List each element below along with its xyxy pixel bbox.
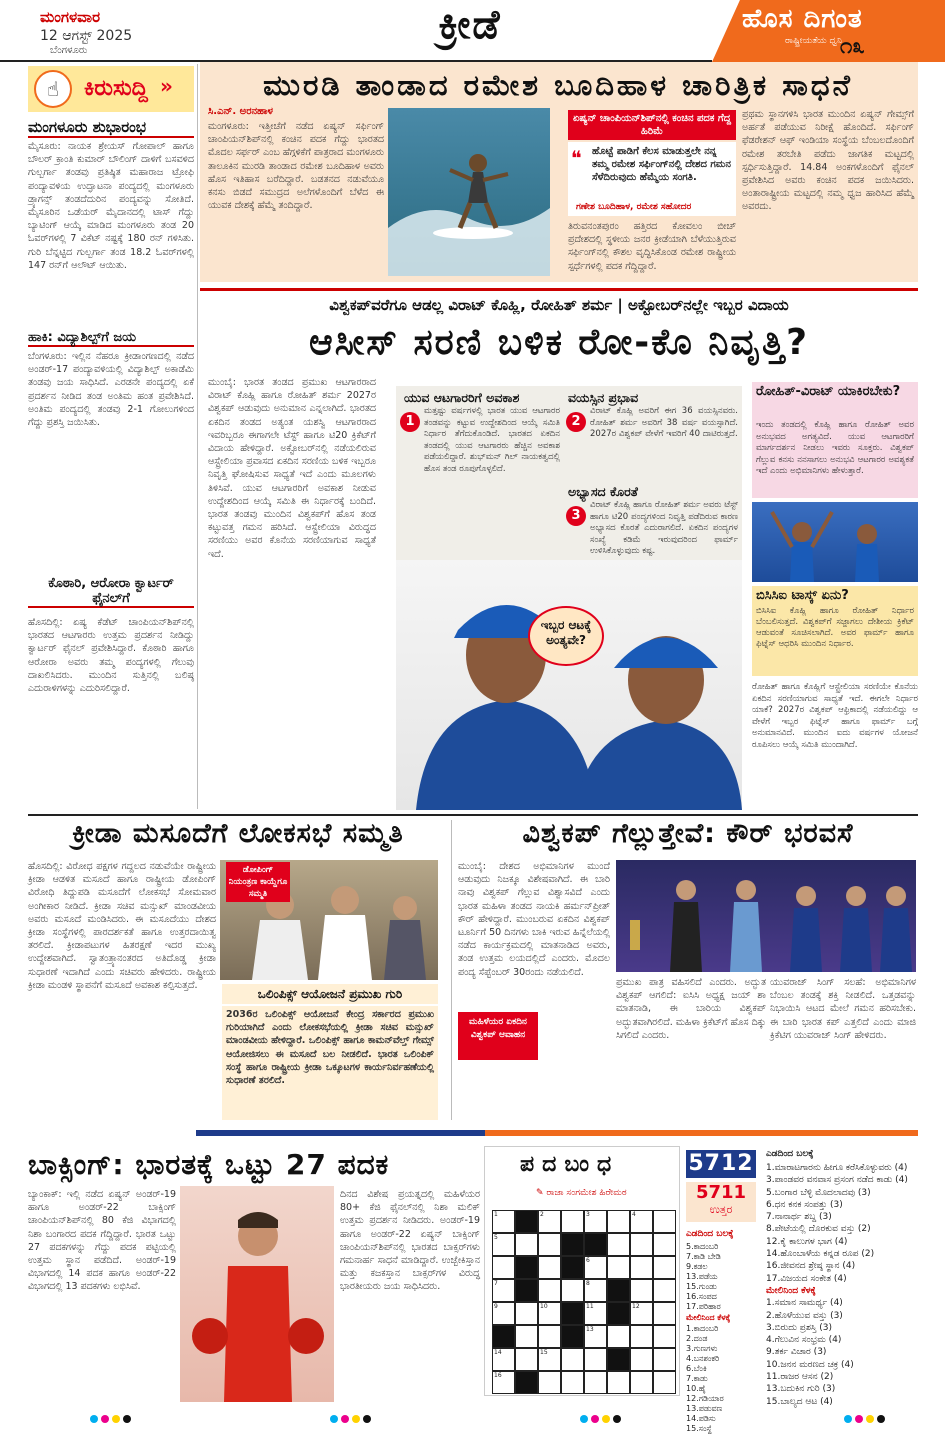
story4-body3: ಯುವರಾಜ್ ಸಿಂಗ್ ಸಲಹೆ: ಅಭಿಮಾನಿಗಳ ಬೆಂಬಲ ತಂಡಕ್ಕೆ ಶಕ್ತಿ ನೀಡಲಿದೆ. ಒತ್ತಡವನ್ನು ನಿಭಾಯಿಸಿ ಆಟದ ಮೇಲೆ ಗಮನ ಹರಿಸಬೇಕು. ಈ ಬಾರಿ ಭಾರತ ಕಪ್ ಎತ್ತಲಿದೆ ಎಂದು ಮಾಜಿ ಕ್ರಿಕೆಟಿಗ ಯುವರಾಜ್ ಸಿಂಗ್ ಹೇಳಿದರು. bbox=[770, 977, 916, 1041]
across-clue: 6.ಧನ ಕನಕ ಸಂಪತ್ತು (3) bbox=[766, 1199, 843, 1210]
crossword-cell[interactable] bbox=[584, 1348, 607, 1371]
down-clue: 3.ಬಿರುದು ಪ್ರಶಸ್ತಿ (3) bbox=[766, 1322, 833, 1333]
story1-body: ಮಂಗಳೂರು: ಇತ್ತೀಚೆಗೆ ನಡೆದ ಏಷ್ಯನ್ ಸರ್ಫಿಂಗ್ ಚಾಂಪಿಯನ್‌ಶಿಪ್‌ನಲ್ಲಿ ಕಂಚಿನ ಪದಕ ಗೆದ್ದು ಭಾರತದ ಮೊದಲ ಸರ್ಫರ್ ಎಂಬ ಹೆಗ್ಗಳಿಕೆಗೆ ಪಾತ್ರರಾದ ಮಂಗಳೂರು ತಾಲೂಕಿನ ಮುರಡಿ ತಾಂಡಾದ ರಮೇಶ ಬೂದಿಹಾಳ ಅವರು ಹೊಸ ಇತಿಹಾಸ ಬರೆದಿದ್ದಾರೆ. ಬಡತನದ ನಡುವೆಯೂ ಕನಸು ಬಿಡದೆ ಸಮುದ್ರದ ಅಲೆಗಳೊಂದಿಗೆ ಬೆಳೆದ ಈ ಯುವಕ ದೇಶಕ್ಕೆ ಹೆಮ್ಮೆ ತಂದಿದ್ದಾರೆ. bbox=[208, 121, 384, 212]
answer-item: 3.ಗುಣಗಳು bbox=[686, 1344, 718, 1354]
story1-box-title: ಏಷ್ಯನ್ ಚಾಂಪಿಯನ್‌ಶಿಪ್‌ನಲ್ಲಿ ಕಂಚಿನ ಪದಕ ಗೆದ್ದ ಹಿರಿಮೆ bbox=[568, 110, 736, 140]
down-title: ಮೇಲಿನಿಂದ ಕೆಳಕ್ಕೆ bbox=[766, 1285, 816, 1296]
crossword-cell-number: 16 bbox=[494, 1372, 502, 1379]
box2-body: ವಿರಾಟ್ ಕೊಹ್ಲಿ ಅವರಿಗೆ ಈಗ 36 ವಯಸ್ಸಿನವರು. ರೋಹಿತ್ ಶರ್ಮ ಅವರಿಗೆ 38 ವರ್ಷ ವಯಸ್ಸಾಗಿದೆ. 2027ರ ವಿಶ್ವಕಪ್ ವೇಳೆಗೆ ಇವರಿಗೆ 40 ದಾಟಿರುತ್ತದೆ. bbox=[590, 406, 738, 439]
crossword-cell[interactable] bbox=[584, 1302, 607, 1325]
crossword-cell[interactable] bbox=[630, 1233, 653, 1256]
brief-2-body: ಬೆಂಗಳೂರು: ಇಲ್ಲಿನ ನೆಹರೂ ಕ್ರೀಡಾಂಗಣದಲ್ಲಿ ನಡೆದ ಅಂಡರ್-17 ಪಂದ್ಯಾವಳಿಯಲ್ಲಿ ವಿದ್ಯಾಶಿಲ್ಪ್ ಅಕಾಡೆಮಿ ತಂಡವು ಜಯ ಸಾಧಿಸಿದೆ. ಎರಡನೇ ಪಂದ್ಯದಲ್ಲಿ ಏಕೆ ಪ್ರದರ್ಶನ ನೀಡಿದ ತಂಡ ಅಂತಿಮ ಹಂತ ಪ್ರವೇಶಿಸಿದೆ. ಅಂತಿಮ ಪಂದ್ಯದಲ್ಲಿ ತಂಡವು 2-1 ಗೋಲುಗಳಿಂದ ಗೆದ್ದು ಪ್ರಶಸ್ತಿ ಜಯಿಸಿತು. bbox=[28, 351, 194, 429]
story1-quote-by: ಗಣೇಶ ಬೂದಿಹಾಳ, ರಮೇಶ ಸಹೋದರ bbox=[568, 202, 736, 216]
crossword-cell[interactable] bbox=[492, 1302, 515, 1325]
answer-item: 7.ಕಾಡು bbox=[686, 1374, 708, 1384]
answer-item: 13.ಪಡೆಯ bbox=[686, 1272, 718, 1281]
crossword-cell[interactable] bbox=[630, 1302, 653, 1325]
crossword-cell-number: 15 bbox=[540, 1349, 548, 1356]
brief-3-head: ಕೊಠಾರಿ, ಆರೋರಾ ಕ್ವಾರ್ಟರ್ ಫೈನಲ್‌ಗೆ bbox=[28, 576, 194, 608]
crossword-cell[interactable] bbox=[538, 1233, 561, 1256]
crossword-cell[interactable] bbox=[538, 1325, 561, 1348]
answer-label: ಉತ್ತರ bbox=[709, 1203, 733, 1216]
team-illustration bbox=[616, 860, 916, 972]
crossword-cell-number: 5 bbox=[494, 1234, 498, 1241]
answer-item: 9.ಕಡಲ bbox=[686, 1262, 708, 1271]
crossword-cell[interactable] bbox=[492, 1371, 515, 1394]
story5-body2: ದಿನದ ವಿಶೇಷ ಪ್ರಯತ್ನದಲ್ಲಿ ಮಹಿಳೆಯರ 80+ ಕೆಜಿ ಫೈನಲ್‌ನಲ್ಲಿ ನಿಶಾ ಮಲಿಕ್ ಉತ್ತಮ ಪ್ರದರ್ಶನ ನೀಡಿದರು. ಅಂಡರ್-19 ಹಾಗೂ ಅಂಡರ್-22 ಏಷ್ಯನ್ ಬಾಕ್ಸಿಂಗ್ ಚಾಂಪಿಯನ್‌ಶಿಪ್‌ನಲ್ಲಿ ಭಾರತದ ಬಾಕ್ಸರ್‌ಗಳು ಗಮನಾರ್ಹ ಸಾಧನೆ ಮಾಡಿದ್ದಾರೆ. ಉಜ್ಬೇಕಿಸ್ತಾನ ಮತ್ತು ಕಜಕಸ್ತಾನ ಬಾಕ್ಸರ್‌ಗಳ ವಿರುದ್ಧ ಭಾರತೀಯರು ಜಯ ಸಾಧಿಸಿದರು. bbox=[340, 1189, 480, 1293]
crossword-cell bbox=[561, 1256, 584, 1279]
column-divider-2 bbox=[451, 820, 452, 1120]
story1-quote: ಹೊಟ್ಟೆ ಪಾಡಿಗೆ ಕೆಲಸ ಮಾಡುತ್ತಲೇ ನನ್ನ ತಮ್ಮ ರಮೇಶ ಸರ್ಫಿಂಗ್‌ನಲ್ಲಿ ದೇಶದ ಗಮನ ಸೆಳೆದಿರುವುದು ಹೆಮ್ಮೆಯ ಸಂಗತಿ. bbox=[568, 142, 736, 202]
crossword-cell[interactable] bbox=[561, 1348, 584, 1371]
down-clue: 13.ಬದುಕಿನ ಗುರಿ (3) bbox=[766, 1384, 836, 1395]
brief-2-head: ಹಾಕಿ: ವಿದ್ಯಾಶಿಲ್ಪ್‌ಗೆ ಜಯ bbox=[28, 330, 194, 347]
city: ಬೆಂಗಳೂರು bbox=[50, 45, 88, 56]
crossword-cell[interactable] bbox=[653, 1210, 676, 1233]
crossword-cell-number: 10 bbox=[540, 1303, 548, 1310]
row-rule bbox=[28, 814, 918, 816]
story3-box-title: ಒಲಿಂಪಿಕ್ಸ್ ಆಯೋಜನೆ ಪ್ರಮುಖ ಗುರಿ bbox=[222, 984, 438, 1004]
number-3-badge: 3 bbox=[566, 506, 586, 526]
answer-item: 14.ಪಡಿಸು bbox=[686, 1414, 716, 1424]
story1-body3: ಪ್ರಥಮ ಸ್ಥಾನಗಳಿಸಿ ಭಾರತ ಮುಂದಿನ ಏಷ್ಯನ್ ಗೇಮ್ಸ್‌ಗೆ ಅರ್ಹತೆ ಪಡೆಯುವ ನಿರೀಕ್ಷೆ ಹೊಂದಿದೆ. ಸರ್ಫಿಂಗ್ ಫೆಡರೇಶನ್ ಆಫ್ ಇಂಡಿಯಾ ಸಂಸ್ಥೆಯ ಬೆಂಬಲದೊಂದಿಗೆ ರಮೇಶ ತರಬೇತಿ ಪಡೆದು ಜಾಗತಿಕ ಮಟ್ಟದಲ್ಲಿ ಸ್ಪರ್ಧಿಸುತ್ತಿದ್ದಾರೆ. 14.84 ಅಂಕಗಳೊಂದಿಗೆ ಫೈನಲ್ ಪ್ರವೇಶಿಸಿದ ಅವರು ಕಂಚಿನ ಪದಕ ಜಯಿಸಿದರು. ಅಂತಾರಾಷ್ಟ್ರೀಯ ಮಟ್ಟದಲ್ಲಿ ನಮ್ಮ ಧ್ವಜ ಹಾರಿಸಿದ ಹೆಮ್ಮೆ ಅವರದು. bbox=[742, 109, 914, 213]
crossword-cell[interactable] bbox=[607, 1210, 630, 1233]
crossword-cell-number: 14 bbox=[494, 1349, 502, 1356]
answer-item: 2.ದಂಡ bbox=[686, 1334, 708, 1344]
answer-item: 13.ಪಡುವಣ bbox=[686, 1404, 723, 1414]
crossword-cell bbox=[607, 1302, 630, 1325]
story2-bubble: ಇಬ್ಬರ ಆಟಕ್ಕೆ ಅಂತ್ಯವೇ? bbox=[528, 606, 604, 666]
story2-body: ಮುಂಬೈ: ಭಾರತ ತಂಡದ ಪ್ರಮುಖ ಆಟಗಾರರಾದ ವಿರಾಟ್ ಕೊಹ್ಲಿ ಹಾಗೂ ರೋಹಿತ್ ಶರ್ಮ 2027ರ ವಿಶ್ವಕಪ್ ಆಡುವುದು ಅನುಮಾನ ಎನ್ನಲಾಗಿದೆ. ಭಾರತದ ಏಕದಿನ ತಂಡದ ಅತ್ಯಂತ ಯಶಸ್ವಿ ಆಟಗಾರರಾದ ಇವರಿಬ್ಬರೂ ಈಗಾಗಲೇ ಟೆಸ್ಟ್ ಹಾಗೂ ಟಿ20 ಕ್ರಿಕೆಟ್‌ಗೆ ವಿದಾಯ ಹೇಳಿದ್ದಾರೆ. ಅಕ್ಟೋಬರ್‌ನಲ್ಲಿ ನಡೆಯಲಿರುವ ಆಸ್ಟ್ರೇಲಿಯಾ ಪ್ರವಾಸದ ಏಕದಿನ ಸರಣಿಯ ಬಳಿಕ ಇಬ್ಬರೂ ನಿವೃತ್ತಿ ಘೋಷಿಸುವ ಸಾಧ್ಯತೆ ಇದೆ ಎಂದು ಮೂಲಗಳು ತಿಳಿಸಿವೆ. ಯುವ ಆಟಗಾರರಿಗೆ ಅವಕಾಶ ನೀಡುವ ಉದ್ದೇಶದಿಂದ ಆಯ್ಕೆ ಸಮಿತಿ ಈ ನಿರ್ಧಾರಕ್ಕೆ ಬಂದಿದೆ. ಭಾರತ ತಂಡವು ಮುಂದಿನ ವಿಶ್ವಕಪ್‌ಗೆ ಹೊಸ ತಂಡ ಕಟ್ಟುವತ್ತ ಗಮನ ಹರಿಸಿದೆ. ಆಸ್ಟ್ರೇಲಿಯಾ ವಿರುದ್ಧದ ಸರಣಿಯು ಅವರ ಕೊನೆಯ ಸರಣಿಯಾಗುವ ಸಾಧ್ಯತೆ ಇದೆ. bbox=[208, 377, 376, 560]
weekday: ಮಂಗಳವಾರ bbox=[40, 8, 101, 26]
across-title: ಎಡದಿಂದ ಬಲಕ್ಕೆ bbox=[766, 1149, 814, 1159]
date: 12 ಆಗಸ್ಟ್ 2025 bbox=[40, 27, 133, 44]
across-clue: 16.ಜೀವನದ ಶ್ರೇಷ್ಠ ಸ್ಥಾನ (4) bbox=[766, 1261, 856, 1272]
across-clues bbox=[766, 1162, 918, 1408]
answer-number: 5711 bbox=[695, 1182, 747, 1203]
crossword-cell[interactable] bbox=[653, 1233, 676, 1256]
players-illustration bbox=[396, 560, 742, 810]
crossword-cell[interactable] bbox=[492, 1256, 515, 1279]
box2-title: ವಯಸ್ಸಿನ ಪ್ರಭಾವ bbox=[568, 390, 639, 405]
across-clue: 17.ವಿಜಯದ ಸಂಕೇತ (4) bbox=[766, 1273, 847, 1284]
crossword-cell[interactable] bbox=[561, 1210, 584, 1233]
chevron-icon: » bbox=[160, 74, 173, 98]
story3-body: ಹೊಸದಿಲ್ಲಿ: ವಿರೋಧ ಪಕ್ಷಗಳ ಗದ್ದಲದ ನಡುವೆಯೇ ರಾಷ್ಟ್ರೀಯ ಕ್ರೀಡಾ ಆಡಳಿತ ಮಸೂದೆ ಹಾಗೂ ರಾಷ್ಟ್ರೀಯ ಡೋಪಿಂಗ್ ವಿರೋಧಿ ತಿದ್ದುಪಡಿ ಮಸೂದೆಗೆ ಲೋಕಸಭೆ ಸೋಮವಾರ ಅಂಗೀಕಾರ ನೀಡಿದೆ. ಕ್ರೀಡಾ ಸಚಿವ ಮನ್ಸುಖ್ ಮಾಂಡವೀಯ ಅವರು ಮಸೂದೆ ಮಂಡಿಸಿದರು. ಈ ಮಸೂದೆಯು ದೇಶದ ಕ್ರೀಡಾ ಸಂಸ್ಥೆಗಳಲ್ಲಿ ಪಾರದರ್ಶಕತೆ ಹಾಗೂ ಉತ್ತರದಾಯಿತ್ವ ತರಲಿದೆ. ಕ್ರೀಡಾಪಟುಗಳ ಹಿತರಕ್ಷಣೆ ಇದರ ಮುಖ್ಯ ಉದ್ದೇಶವಾಗಿದೆ. ಸ್ವಾತಂತ್ರ್ಯಾನಂತರದ ಅತಿದೊಡ್ಡ ಕ್ರೀಡಾ ಸುಧಾರಣೆ ಇದಾಗಿದೆ ಎಂದು ಸಚಿವರು ಹೇಳಿದರು. ರಾಷ್ಟ್ರೀಯ ಕ್ರೀಡಾ ಮಂಡಳಿ ಸ್ಥಾಪನೆಗೆ ಮಸೂದೆ ಅವಕಾಶ ಕಲ್ಪಿಸುತ್ತದೆ. bbox=[28, 861, 216, 991]
surfer-photo bbox=[388, 108, 550, 276]
paper-tagline: ರಾಷ್ಟ್ರೀಯತೆಯ ಧ್ವನಿ bbox=[785, 36, 842, 46]
down-clue: 9.ತರ್ಕ ವಿಚಾರ (3) bbox=[766, 1347, 827, 1358]
crossword-cell[interactable] bbox=[561, 1371, 584, 1394]
quote-icon: ❝ bbox=[571, 146, 582, 170]
across-clue: 5.ಬಂಗಾರ ಬೆಳ್ಳಿ ಮೊದಲಾದವು (3) bbox=[766, 1187, 871, 1198]
print-marks-mid2 bbox=[580, 1408, 624, 1427]
crossword-cell[interactable] bbox=[538, 1302, 561, 1325]
print-marks-right bbox=[844, 1408, 888, 1427]
crossword-grid[interactable] bbox=[492, 1210, 676, 1394]
down-clue: 1.ಸಮಾನ ಸಾಮರ್ಥ್ಯ (4) bbox=[766, 1298, 843, 1309]
crossword-cell-number: 7 bbox=[494, 1280, 498, 1287]
story1-headline[interactable]: ಮುರಡಿ ತಾಂಡಾದ ರಮೇಶ ಬೂದಿಹಾಳ ಚಾರಿತ್ರಿಕ ಸಾಧನೆ bbox=[263, 68, 853, 102]
story4-body2: ಪ್ರಮುಖ ಪಾತ್ರ ವಹಿಸಲಿದೆ ಎಂದರು. ಅದ್ಭುತ ವಿಶ್ವಕಪ್ ಆಗಲಿದೆ: ಐಸಿಸಿ ಅಧ್ಯಕ್ಷ ಜಯ್ ಶಾ ಮಾತನಾಡಿ, ಈ ಬಾರಿಯ ವಿಶ್ವಕಪ್ ಅದ್ಭುತವಾಗಿರಲಿದೆ. ಮಹಿಳಾ ಕ್ರಿಕೆಟ್‌ಗೆ ಹೊಸ ದಿಕ್ಕು ಸಿಗಲಿದೆ ಎಂದರು. bbox=[616, 977, 766, 1041]
crossword-cell[interactable] bbox=[584, 1279, 607, 1302]
crossword-cell[interactable] bbox=[538, 1256, 561, 1279]
story4-body: ಮುಂಬೈ: ದೇಶದ ಅಭಿಮಾನಿಗಳ ಮುಂದೆ ಆಡುವುದು ನಿಜಕ್ಕೂ ವಿಶೇಷವಾಗಿದೆ. ಈ ಬಾರಿ ನಾವು ವಿಶ್ವಕಪ್ ಗೆಲ್ಲುವ ವಿಶ್ವಾಸವಿದೆ ಎಂದು ಭಾರತ ಮಹಿಳಾ ತಂಡದ ನಾಯಕಿ ಹರ್ಮನ್‌ಪ್ರೀತ್ ಕೌರ್ ಹೇಳಿದ್ದಾರೆ. ಮುಂಬರುವ ಏಕದಿನ ವಿಶ್ವಕಪ್ ಟೂರ್ನಿಗೆ 50 ದಿನಗಳು ಬಾಕಿ ಇರುವ ಹಿನ್ನೆಲೆಯಲ್ಲಿ ನಡೆದ ಕಾರ್ಯಕ್ರಮದಲ್ಲಿ ಮಾತನಾಡಿದ ಅವರು, ತಂಡ ಉತ್ತಮ ಲಯದಲ್ಲಿದೆ ಎಂದರು. ಮೊದಲ ಪಂದ್ಯ ಸೆಪ್ಟೆಂಬರ್ 30ರಂದು ನಡೆಯಲಿದೆ. bbox=[458, 861, 610, 978]
story4-tag: ಮಹಿಳೆಯರ ಏಕದಿನ ವಿಶ್ವಕಪ್ ಆವಾಹನ bbox=[458, 1012, 538, 1060]
down-clue: 2.ಹೊಳೆಯುವ ವಸ್ತು (3) bbox=[766, 1310, 843, 1321]
story1-byline: ಸಿ.ಎನ್. ಅರನಹಾಳ bbox=[208, 106, 273, 117]
across-clue: 8.ಪೇಟೆಯಲ್ಲಿ ದೊರಕುವ ವಸ್ತು (2) bbox=[766, 1224, 871, 1235]
crossword-cell bbox=[515, 1279, 538, 1302]
story4-body-cont bbox=[458, 1064, 610, 1120]
paper-name[interactable]: ಹೊಸ ದಿಗಂತ bbox=[742, 4, 863, 34]
across-clue: 3.ಪಾಂಡವರ ವನವಾಸ ಪ್ರಸಂಗ ನಡೆದ ಕಾಡು (4) bbox=[766, 1175, 908, 1186]
story4-headline[interactable]: ವಿಶ್ವಕಪ್ ಗೆಲ್ಲುತ್ತೇವೆ: ಕೌರ್ ಭರವಸೆ bbox=[522, 818, 854, 849]
crossword-title: ಪದಬಂಧ bbox=[520, 1152, 620, 1177]
print-marks-mid bbox=[330, 1408, 374, 1427]
crossword-cell[interactable] bbox=[538, 1371, 561, 1394]
crossword-cell[interactable] bbox=[515, 1233, 538, 1256]
crossword-cell[interactable] bbox=[492, 1348, 515, 1371]
down-clue: 10.ಜನನ ಮರಣದ ಚಕ್ರ (4) bbox=[766, 1359, 854, 1370]
crossword-cell[interactable] bbox=[607, 1256, 630, 1279]
answer-item: 6.ಬೆಂಕಿ bbox=[686, 1364, 707, 1374]
crossword-cell-number: 6 bbox=[586, 1257, 590, 1264]
brief-3-body: ಹೊಸದಿಲ್ಲಿ: ಏಷ್ಯ ಕೆಡೆಟ್ ಚಾಂಪಿಯನ್‌ಶಿಪ್‌ನಲ್ಲಿ ಭಾರತದ ಆಟಗಾರರು ಉತ್ತಮ ಪ್ರದರ್ಶನ ನೀಡಿದ್ದು ಕ್ವಾರ್ಟರ್ ಫೈನಲ್ ಪ್ರವೇಶಿಸಿದ್ದಾರೆ. ಕೊಠಾರಿ ಹಾಗೂ ಆರೋರಾ ಅವರು ತಮ್ಮ ಪಂದ್ಯಗಳಲ್ಲಿ ಗೆಲುವು ದಾಖಲಿಸಿದರು. ಮುಂದಿನ ಸುತ್ತಿನಲ್ಲಿ ಬಲಿಷ್ಠ ಎದುರಾಳಿಗಳನ್ನು ಎದುರಿಸಲಿದ್ದಾರೆ. bbox=[28, 617, 194, 695]
crossword-cell[interactable] bbox=[561, 1279, 584, 1302]
boxer-photo bbox=[180, 1186, 334, 1402]
side-body: ಇಂದು ತಂಡದಲ್ಲಿ ಕೊಹ್ಲಿ ಹಾಗೂ ರೋಹಿತ್ ಅವರ ಅನುಭವದ ಅಗತ್ಯವಿದೆ. ಯುವ ಆಟಗಾರರಿಗೆ ಮಾರ್ಗದರ್ಶನ ನೀಡಲು ಇವರು ಸೂಕ್ತರು. ವಿಶ್ವಕಪ್ ಗೆಲ್ಲುವ ಕನಸು ನನಸಾಗಲು ಅನುಭವಿ ಆಟಗಾರರ ಅವಶ್ಯಕತೆ ಇದೆ ಎಂದು ಅಭಿಮಾನಿಗಳು ಹೇಳುತ್ತಾರೆ. bbox=[756, 420, 914, 476]
crossword-cell[interactable] bbox=[607, 1325, 630, 1348]
crossword-cell-number: 8 bbox=[586, 1280, 590, 1287]
story3-tag: ಡೋಪಿಂಗ್ ನಿಯಂತ್ರಣ ಕಾಯ್ದೆಗೂ ಸಮ್ಮತಿ bbox=[226, 862, 290, 902]
story3-box-body: 2036ರ ಒಲಿಂಪಿಕ್ಸ್ ಆಯೋಜನೆ ಕೇಂದ್ರ ಸರ್ಕಾರದ ಪ್ರಮುಖ ಗುರಿಯಾಗಿದೆ ಎಂದು ಲೋಕಸಭೆಯಲ್ಲಿ ಕ್ರೀಡಾ ಸಚಿವ ಮನ್ಸುಖ್ ಮಾಂಡವೀಯ ಹೇಳಿದ್ದಾರೆ. ಒಲಿಂಪಿಕ್ಸ್ ಹಾಗೂ ಕಾಮನ್‌ವೆಲ್ತ್ ಗೇಮ್ಸ್ ಆಯೋಜಿಸಲು ಈ ಮಸೂದೆ ಬಲ ನೀಡಲಿದೆ. ಭಾರತ ಒಲಿಂಪಿಕ್ ಸಂಸ್ಥೆ ಹಾಗೂ ರಾಷ್ಟ್ರೀಯ ಕ್ರೀಡಾ ಒಕ್ಕೂಟಗಳ ಕಾರ್ಯನಿರ್ವಹಣೆಯಲ್ಲಿ ಸುಧಾರಣೆ ತರಲಿದೆ. bbox=[222, 1006, 438, 1120]
answers-across-title: ಎಡದಿಂದ ಬಲಕ್ಕೆ bbox=[686, 1229, 734, 1239]
story1-body2: ತಿರುವನಂತಪುರಂ ಹತ್ತಿರದ ಕೋವಲಂ ಬೀಚ್ ಪ್ರದೇಶದಲ್ಲಿ ಸ್ಥಳೀಯ ಜನರ ಕ್ರೀಡೆಯಾಗಿ ಬೆಳೆಯುತ್ತಿರುವ ಸರ್ಫಿಂಗ್‌ನಲ್ಲಿ ಕೌಶಲ ವೃದ್ಧಿಸಿಕೊಂಡ ರಮೇಶ ರಾಷ್ಟ್ರೀಯ ಸ್ಪರ್ಧೆಗಳಲ್ಲಿ ಪದಕ ಗೆದ್ದಿದ್ದಾರೆ. bbox=[568, 221, 736, 272]
crossword-cell[interactable] bbox=[653, 1371, 676, 1394]
crossword-cell[interactable] bbox=[584, 1325, 607, 1348]
crossword-cell bbox=[515, 1210, 538, 1233]
side-title: ರೋಹಿತ್-ವಿರಾಟ್ ಯಾಕಿರಬೇಕು? bbox=[756, 384, 901, 399]
bcci-body: ಬಿಸಿಸಿಐ ಕೊಹ್ಲಿ ಹಾಗೂ ರೋಹಿತ್ ನಿರ್ಧಾರ ಬೆಂಬಲಿಸುತ್ತದೆ. ವಿಶ್ವಕಪ್‌ಗೆ ಸಜ್ಜಾಗಲು ದೇಶೀಯ ಕ್ರಿಕೆಟ್ ಆಡುವಂತೆ ಸೂಚಿಸಲಾಗಿದೆ. ಅವರ ಫಾರ್ಮ್ ಹಾಗೂ ಫಿಟ್ನೆಸ್ ಆಧರಿಸಿ ಮುಂದಿನ ನಿರ್ಧಾರ. bbox=[756, 606, 914, 649]
section-rule bbox=[200, 288, 918, 291]
crossword-cell-number: 9 bbox=[494, 1303, 498, 1310]
crossword-cell bbox=[607, 1279, 630, 1302]
number-2-badge: 2 bbox=[566, 412, 586, 432]
date-block bbox=[40, 8, 132, 58]
crossword-cell[interactable] bbox=[515, 1302, 538, 1325]
kirusuddi-title-b: ಸುದ್ದಿ bbox=[112, 76, 148, 101]
crossword-cell[interactable] bbox=[538, 1210, 561, 1233]
crossword-cell[interactable] bbox=[653, 1279, 676, 1302]
answer-badge bbox=[686, 1182, 756, 1222]
answer-item: 15.ಗುಂಡು bbox=[686, 1282, 717, 1291]
crossword-cell bbox=[561, 1302, 584, 1325]
crossword-cell[interactable] bbox=[607, 1233, 630, 1256]
crossword-cell[interactable] bbox=[584, 1256, 607, 1279]
surfer-illustration bbox=[388, 108, 550, 276]
story3-headline[interactable]: ಕ್ರೀಡಾ ಮಸೂದೆಗೆ ಲೋಕಸಭೆ ಸಮ್ಮತಿ bbox=[72, 818, 404, 849]
crossword-cell[interactable] bbox=[653, 1256, 676, 1279]
answer-item: 5.ಕಾದಂಬರಿ bbox=[686, 1242, 719, 1251]
page-number: ೧೩ bbox=[840, 34, 865, 59]
crossword-author: ✎ ರಾಜಾ ಸಂಗಮೇಶ ಹಿರೇಮಠ bbox=[536, 1188, 627, 1198]
crossword-cell[interactable] bbox=[630, 1348, 653, 1371]
answer-item: 1.ಕಾದಂಬರಿ bbox=[686, 1324, 719, 1334]
crossword-cell bbox=[561, 1233, 584, 1256]
crossword-cell[interactable] bbox=[515, 1325, 538, 1348]
side-body2: ರೋಹಿತ್ ಹಾಗೂ ಕೊಹ್ಲಿಗೆ ಆಸ್ಟ್ರೇಲಿಯಾ ಸರಣಿಯೇ ಕೊನೆಯ ಏಕದಿನ ಸರಣಿಯಾಗುವ ಸಾಧ್ಯತೆ ಇದೆ. ಈಗಲೇ ನಿರ್ಧಾರ ಯಾಕೆ? 2027ರ ವಿಶ್ವಕಪ್ ಆಫ್ರಿಕಾದಲ್ಲಿ ನಡೆಯಲಿದ್ದು ಆ ವೇಳೆಗೆ ಇಬ್ಬರ ಫಿಟ್ನೆಸ್ ಹಾಗೂ ಫಾರ್ಮ್ ಬಗ್ಗೆ ಅನುಮಾನವಿದೆ. ಮುಂದಿನ ಐದು ವರ್ಷಗಳ ಯೋಜನೆ ರೂಪಿಸಲು ಆಯ್ಕೆ ಸಮಿತಿ ಮುಂದಾಗಿದೆ. bbox=[752, 682, 918, 750]
crossword-cell-number: 3 bbox=[586, 1211, 590, 1218]
players-photo bbox=[396, 560, 742, 810]
team-photo bbox=[616, 860, 916, 972]
section-title: ಕ್ರೀಡೆ bbox=[438, 2, 502, 48]
crossword-cell[interactable] bbox=[584, 1210, 607, 1233]
answer-item: 15.ಸಂಸ್ಥೆ bbox=[686, 1424, 712, 1434]
box1-body: ಮತ್ತಷ್ಟು ವರ್ಷಗಳಲ್ಲಿ ಭಾರತ ಯುವ ಆಟಗಾರರ ತಂಡವನ್ನು ಕಟ್ಟುವ ಉದ್ದೇಶದಿಂದ ಆಯ್ಕೆ ಸಮಿತಿ ನಿರ್ಧಾರ ತೆಗೆದುಕೊಂಡಿದೆ. ಭಾರತದ ಏಕದಿನ ತಂಡದಲ್ಲಿ ಯುವ ಆಟಗಾರರು ಹೆಚ್ಚಿನ ಅವಕಾಶ ಪಡೆಯಲಿದ್ದಾರೆ. ಶುಭ್‌ಮನ್ ಗಿಲ್ ನಾಯಕತ್ವದಲ್ಲಿ ಹೊಸ ತಂಡ ರೂಪುಗೊಳ್ಳಲಿದೆ. bbox=[424, 406, 560, 474]
answer-item: 7.ಕಾಡಿ ಬೇಡಿ bbox=[686, 1252, 721, 1261]
crossword-cell bbox=[561, 1325, 584, 1348]
crossword-cell[interactable] bbox=[630, 1279, 653, 1302]
answer-item: 10.ಹೈ bbox=[686, 1384, 706, 1394]
answer-item: 4.ಬನಶಂಕರಿ bbox=[686, 1354, 720, 1364]
story5-headline[interactable]: ಬಾಕ್ಸಿಂಗ್: ಭಾರತಕ್ಕೆ ಒಟ್ಟು 27 ಪದಕ bbox=[28, 1148, 390, 1181]
crossword-cell[interactable] bbox=[630, 1210, 653, 1233]
answers-list bbox=[686, 1242, 756, 1434]
across-clue: 1.ಮಾರಾಟಗಾರನು ಹೀಗೂ ಕರೆಸಿಕೊಳ್ಳುವರು (4) bbox=[766, 1163, 908, 1173]
crossword-cell[interactable] bbox=[653, 1325, 676, 1348]
crossword-cell-number: 2 bbox=[540, 1211, 544, 1218]
crossword-cell[interactable] bbox=[515, 1348, 538, 1371]
crossword-cell[interactable] bbox=[607, 1371, 630, 1394]
story2-headline[interactable]: ಆಸೀಸ್ ಸರಣಿ ಬಳಿಕ ರೋ-ಕೊ ನಿವೃತ್ತಿ? bbox=[308, 322, 810, 363]
crossword-cell bbox=[515, 1371, 538, 1394]
crossword-cell bbox=[492, 1325, 515, 1348]
crossword-cell[interactable] bbox=[630, 1371, 653, 1394]
crossword-cell[interactable] bbox=[584, 1371, 607, 1394]
answer-item: 12.ಗಡಿಯಾರ bbox=[686, 1394, 724, 1404]
across-clue: 12.ಕೈ ಕಾಲುಗಳ ಭಾಗ (4) bbox=[766, 1236, 848, 1247]
answer-item: 16.ಸಂಪದ bbox=[686, 1292, 717, 1301]
crossword-cell-number: 4 bbox=[632, 1211, 636, 1218]
crossword-cell[interactable] bbox=[653, 1302, 676, 1325]
story2-kicker: ವಿಶ್ವಕಪ್‌ವರೆಗೂ ಆಡಲ್ಲ ವಿರಾಟ್ ಕೊಹ್ಲಿ, ರೋಹಿತ್ ಶರ್ಮ | ಅಕ್ಟೋಬರ್‌ನಲ್ಲೇ ಇಬ್ಬರ ವಿದಾಯ bbox=[329, 296, 789, 314]
brief-1-body: ಮೈಸೂರು: ನಾಯಕ ಶ್ರೇಯಸ್ ಗೋಪಾಲ್ ಹಾಗೂ ಬೌಲರ್ ಕ್ರಾಂತಿ ಕುಮಾರ್ ಬೌಲಿಂಗ್ ದಾಳಿಗೆ ಬಸವಳಿದ ಗುಲ್ಬರ್ಗಾ ತಂಡವು ಪ್ರತಿಷ್ಠಿತ ಮಹಾರಾಜ ಟ್ರೋಫಿ ಪಂದ್ಯಾವಳಿಯ ಉದ್ಘಾಟನಾ ಪಂದ್ಯದಲ್ಲಿ ಮಂಗಳೂರು ಡ್ರ್ಯಾಗನ್ಸ್ ತಂಡದೆದುರಿನ ಪಂದ್ಯವನ್ನು ಸೋತಿದೆ. ಮೈಸೂರಿನ ಒಡೆಯರ್ ಮೈದಾನದಲ್ಲಿ ಟಾಸ್ ಗೆದ್ದು ಬ್ಯಾಟಿಂಗ್ ಆಯ್ಕೆ ಮಾಡಿದ ಮಂಗಳೂರು ತಂಡ 20 ಓವರ್‌ಗಳಲ್ಲಿ 7 ವಿಕೆಟ್ ನಷ್ಟಕ್ಕೆ 180 ರನ್ ಗಳಿಸಿತು. ಗುರಿ ಬೆನ್ನಟ್ಟಿದ ಗುಲ್ಬರ್ಗಾ ತಂಡ 18.2 ಓವರ್‌ಗಳಲ್ಲಿ 147 ರನ್‌ಗೆ ಆಲೌಟ್ ಆಯಿತು. bbox=[28, 141, 194, 271]
crossword-cell[interactable] bbox=[492, 1210, 515, 1233]
crossword-cell[interactable] bbox=[653, 1348, 676, 1371]
kirusuddi-title bbox=[84, 76, 148, 101]
across-clue: 7.ನಾನಾರ್ಥ ಶಬ್ದ (3) bbox=[766, 1212, 832, 1223]
crossword-cell bbox=[607, 1348, 630, 1371]
down-clue: 15.ಬಾಲ್ಯದ ಆಟ (4) bbox=[766, 1396, 833, 1407]
crossword-cell bbox=[515, 1256, 538, 1279]
crossword-cell-number: 13 bbox=[586, 1326, 594, 1333]
across-clue: 14.ಹೊಂಬಾಳೆಯ ಕನ್ನಡ ರೂಪ (2) bbox=[766, 1249, 875, 1260]
bcci-title: ಬಿಸಿಸಿಐ ಟಾಸ್ಕ್ ಏನು? bbox=[756, 588, 849, 603]
story5-body: ಬ್ಯಾಂಕಾಕ್: ಇಲ್ಲಿ ನಡೆದ ಏಷ್ಯನ್ ಅಂಡರ್-19 ಹಾಗೂ ಅಂಡರ್-22 ಬಾಕ್ಸಿಂಗ್ ಚಾಂಪಿಯನ್‌ಶಿಪ್‌ನಲ್ಲಿ 80 ಕೆಜಿ ವಿಭಾಗದಲ್ಲಿ ನಿಶಾ ಬಂಗಾರದ ಪದಕ ಗೆದ್ದಿದ್ದಾರೆ. ಭಾರತ ಒಟ್ಟು 27 ಪದಕಗಳನ್ನು ಗೆದ್ದು ಪದಕ ಪಟ್ಟಿಯಲ್ಲಿ ಉತ್ತಮ ಸ್ಥಾನ ಪಡೆದಿದೆ. ಅಂಡರ್-19 ವಿಭಾಗದಲ್ಲಿ 14 ಪದಕ ಹಾಗೂ ಅಂಡರ್-22 ವಿಭಾಗದಲ್ಲಿ 13 ಪದಕಗಳು ಲಭಿಸಿವೆ. bbox=[28, 1189, 176, 1293]
crossword-cell[interactable] bbox=[630, 1256, 653, 1279]
crossword-author-name: ರಾಜಾ ಸಂಗಮೇಶ ಹಿರೇಮಠ bbox=[546, 1188, 627, 1198]
crossword-cell-number: 1 bbox=[494, 1211, 498, 1218]
kirusuddi-title-a: ಕಿರು bbox=[84, 76, 113, 101]
box3-body: ವಿರಾಟ್ ಕೊಹ್ಲಿ ಹಾಗೂ ರೋಹಿತ್ ಶರ್ಮ ಅವರು ಟೆಸ್ಟ್ ಹಾಗೂ ಟಿ20 ಪಂದ್ಯಗಳಿಂದ ನಿವೃತ್ತಿ ಪಡೆದಿರುವ ಕಾರಣ ಅಭ್ಯಾಸದ ಕೊರತೆ ಎದುರಾಗಲಿದೆ. ಏಕದಿನ ಪಂದ್ಯಗಳ ಸಂಖ್ಯೆ ಕಡಿಮೆ ಇರುವುದರಿಂದ ಫಾರ್ಮ್ ಉಳಿಸಿಕೊಳ್ಳುವುದು ಕಷ್ಟ. bbox=[590, 500, 738, 556]
crossword-cell[interactable] bbox=[492, 1279, 515, 1302]
column-divider bbox=[197, 64, 198, 809]
down-clue: 4.ಗೆಲುವಿನ ಸಂಭ್ರಮ (4) bbox=[766, 1335, 842, 1346]
box3-title: ಅಭ್ಯಾಸದ ಕೊರತೆ bbox=[568, 484, 638, 499]
number-1-badge: 1 bbox=[400, 412, 420, 432]
answers-down-title: ಮೇಲಿನಿಂದ ಕೆಳಕ್ಕೆ bbox=[686, 1313, 731, 1322]
celebration-illustration bbox=[752, 502, 918, 582]
hand-icon: ☝ bbox=[34, 70, 72, 108]
color-rule bbox=[196, 1130, 918, 1136]
brief-1-head: ಮಂಗಳೂರು ಶುಭಾರಂಭ bbox=[28, 118, 194, 138]
crossword-cell[interactable] bbox=[538, 1279, 561, 1302]
print-marks-left bbox=[90, 1408, 134, 1427]
crossword-cell[interactable] bbox=[492, 1233, 515, 1256]
crossword-cell bbox=[584, 1233, 607, 1256]
crossword-cell-number: 12 bbox=[632, 1303, 640, 1310]
crossword-cell-number: 11 bbox=[586, 1303, 594, 1310]
boxer-illustration bbox=[180, 1186, 334, 1402]
answer-item: 17.ಪರಿಹಾರ bbox=[686, 1302, 721, 1311]
puzzle-number: 5712 bbox=[686, 1150, 756, 1178]
down-clue: 11.ರಾಜರ ಆಸನ (2) bbox=[766, 1372, 834, 1383]
box1-title: ಯುವ ಆಟಗಾರರಿಗೆ ಅವಕಾಶ bbox=[404, 390, 520, 405]
celebration-photo bbox=[752, 502, 918, 582]
crossword-cell[interactable] bbox=[538, 1348, 561, 1371]
crossword-cell[interactable] bbox=[630, 1325, 653, 1348]
